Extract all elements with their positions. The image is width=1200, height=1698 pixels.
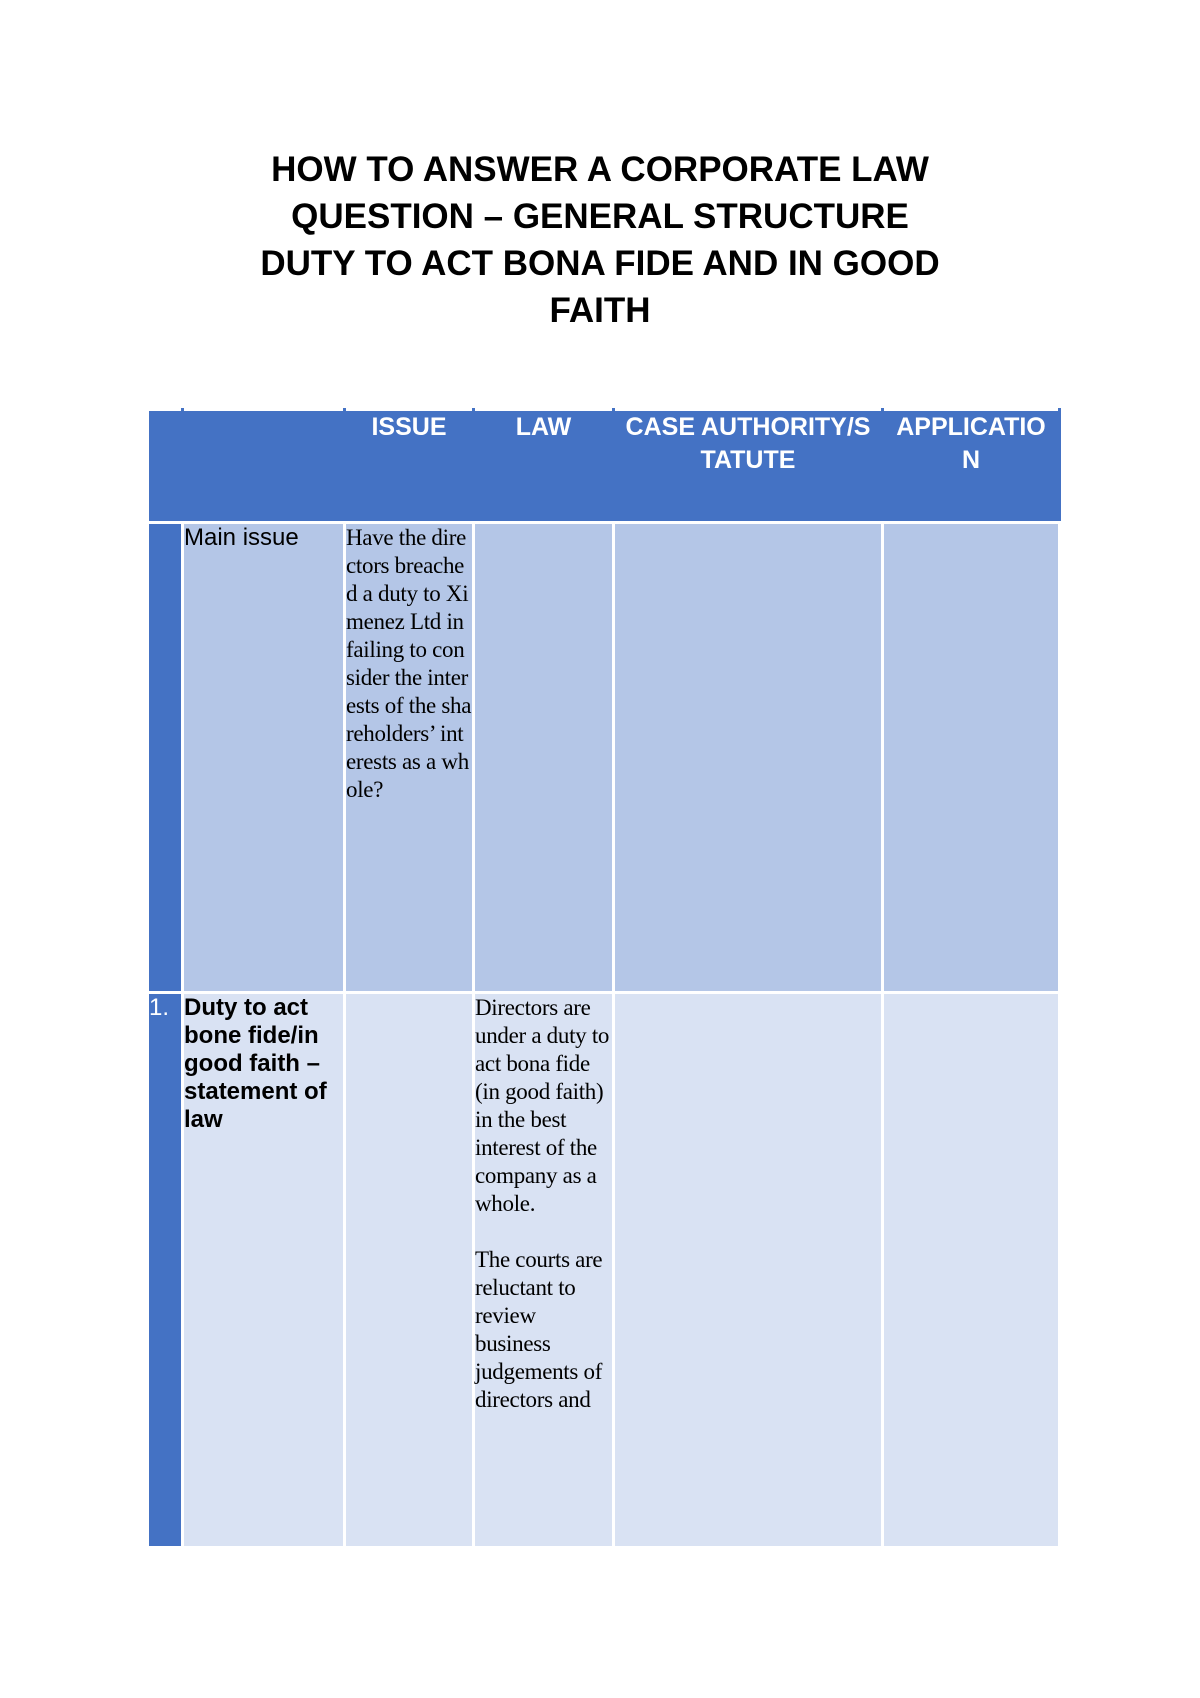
title-line-1: HOW TO ANSWER A CORPORATE LAW — [271, 150, 929, 189]
row-topic: Main issue — [183, 523, 345, 993]
header-issue: ISSUE — [345, 410, 474, 523]
title-line-3: DUTY TO ACT BONA FIDE AND IN GOOD — [260, 244, 940, 283]
header-law: LAW — [474, 410, 614, 523]
row-application — [883, 523, 1060, 993]
table-row — [148, 993, 1060, 1548]
row-number-text: 1. — [149, 994, 170, 1021]
header-application-label: APPLICATION — [896, 413, 1046, 474]
header-case-authority-label: CASE AUTHORITY/STATUTE — [625, 413, 871, 474]
law-paragraph: Directors are under a duty to act bona fide (in good faith) in the best interest of the company as a whole. — [475, 995, 610, 1216]
header-application — [883, 410, 1060, 523]
row-number — [148, 993, 183, 1548]
header-case-authority — [614, 410, 883, 523]
law-paragraph: The courts are reluctant to review business judgements of directors and — [475, 1247, 603, 1412]
table-header-row — [148, 410, 1060, 523]
row-law — [474, 523, 614, 993]
row-issue — [345, 523, 474, 993]
row-issue — [345, 993, 474, 1548]
title-line-4: FAITH — [549, 291, 651, 330]
row-application — [883, 993, 1060, 1548]
document-title — [0, 146, 1200, 334]
table-row — [148, 523, 1060, 993]
row-law — [474, 993, 614, 1548]
title-line-2: QUESTION – GENERAL STRUCTURE — [291, 197, 909, 236]
row-issue-text: Have the directors breached a duty to Ximenez Ltd in failing to consider the interests of the shareholders’ interests as a whole? — [346, 525, 472, 802]
header-topic-cell — [183, 410, 345, 523]
header-number-cell — [148, 410, 183, 523]
row-case-authority — [614, 993, 883, 1548]
structure-table — [146, 408, 1061, 1549]
row-topic: Duty to act bone fide/in good faith – statement of law — [183, 993, 345, 1548]
row-number — [148, 523, 183, 993]
row-case-authority — [614, 523, 883, 993]
